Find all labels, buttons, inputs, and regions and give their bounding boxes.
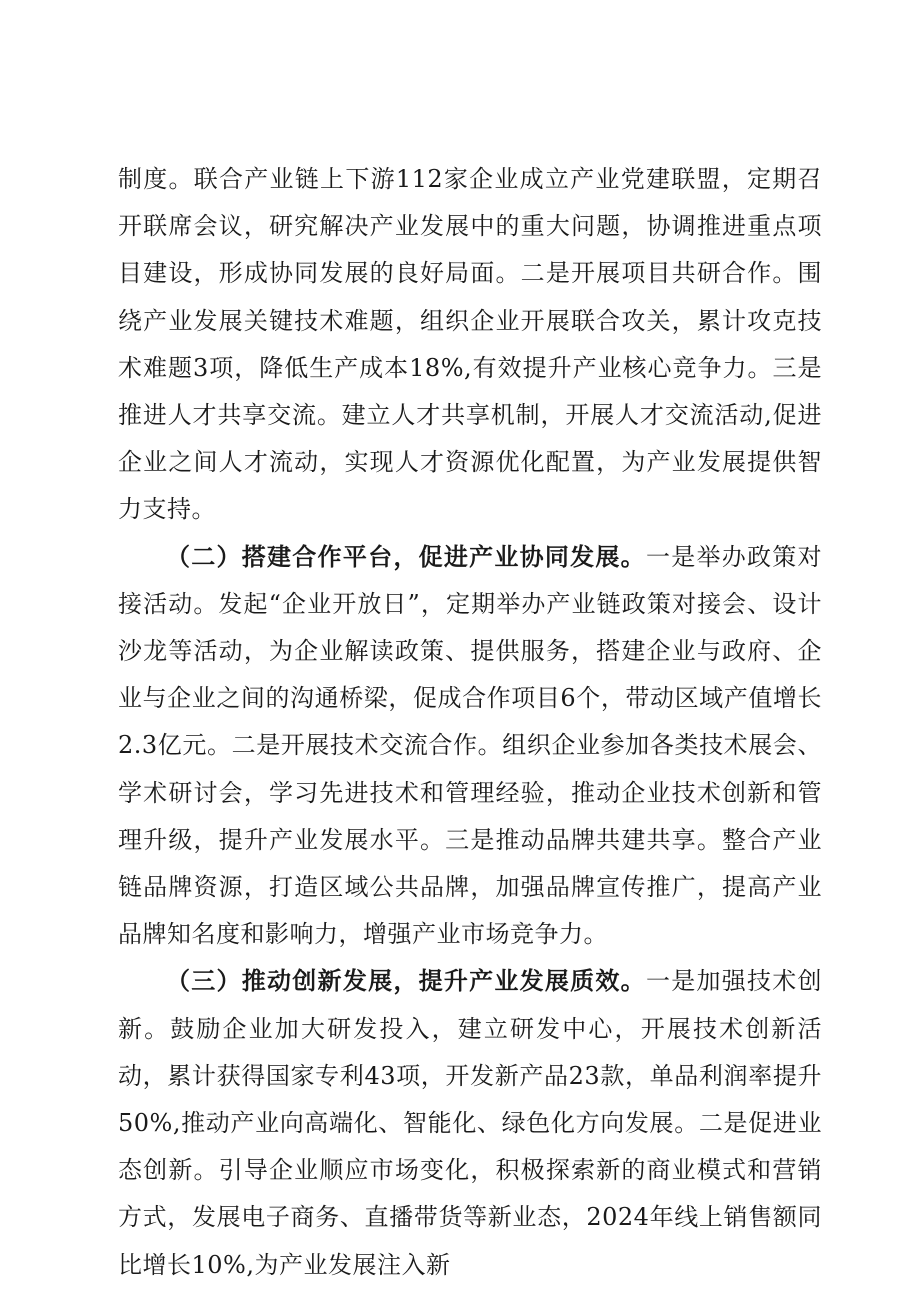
paragraph-3-text: 一是加强技术创新。鼓励企业加大研发投入，建立研发中心，开展技术创新活动，累计获得国家专利43项，开发新产品23款，单品利润率提升50%,推动产业向高端化、智能化、绿色化方向发展。二是促进业态创新。引导企业顺应市场变化，积极探索新的商业模式和营销方式，发展电子商务、直播带货等新业态，2024年线上销售额同比增长10%,为产业发展注入新 xyxy=(118,967,823,1279)
paragraph-2-text: 一是举办政策对接活动。发起“企业开放日”，定期举办产业链政策对接会、设计沙龙等活动，为企业解读政策、提供服务，搭建企业与政府、企业与企业之间的沟通桥梁，促成合作项目6个，带动区域产值增长2.3亿元。二是开展技术交流合作。组织企业参加各类技术展会、学术研讨会，学习先进技术和管理经验，推动企业技术创新和管理升级，提升产业发展水平。三是推动品牌共建共享。整合产业链品牌资源，打造区域公共品牌，加强品牌宣传推广，提高产业品牌知名度和影响力，增强产业市场竞争力。 xyxy=(118,542,823,949)
section-2-heading: （二）搭建合作平台，促进产业协同发展。 xyxy=(166,542,646,571)
paragraph-1 xyxy=(118,156,822,534)
document-body xyxy=(118,156,822,1289)
paragraph-2 xyxy=(118,534,822,959)
paragraph-1-text: 制度。联合产业链上下游112家企业成立产业党建联盟，定期召开联席会议，研究解决产业发展中的重大问题，协调推进重点项目建设，形成协同发展的良好局面。二是开展项目共研合作。围绕产业发展关键技术难题，组织企业开展联合攻关，累计攻克技术难题3项，降低生产成本18%,有效提升产业核心竞争力。三是推进人才共享交流。建立人才共享机制，开展人才交流活动,促进企业之间人才流动，实现人才资源优化配置，为产业发展提供智力支持。 xyxy=(118,165,822,524)
section-3-heading: （三）推动创新发展，提升产业发展质效。 xyxy=(166,967,646,996)
paragraph-3 xyxy=(118,958,822,1288)
